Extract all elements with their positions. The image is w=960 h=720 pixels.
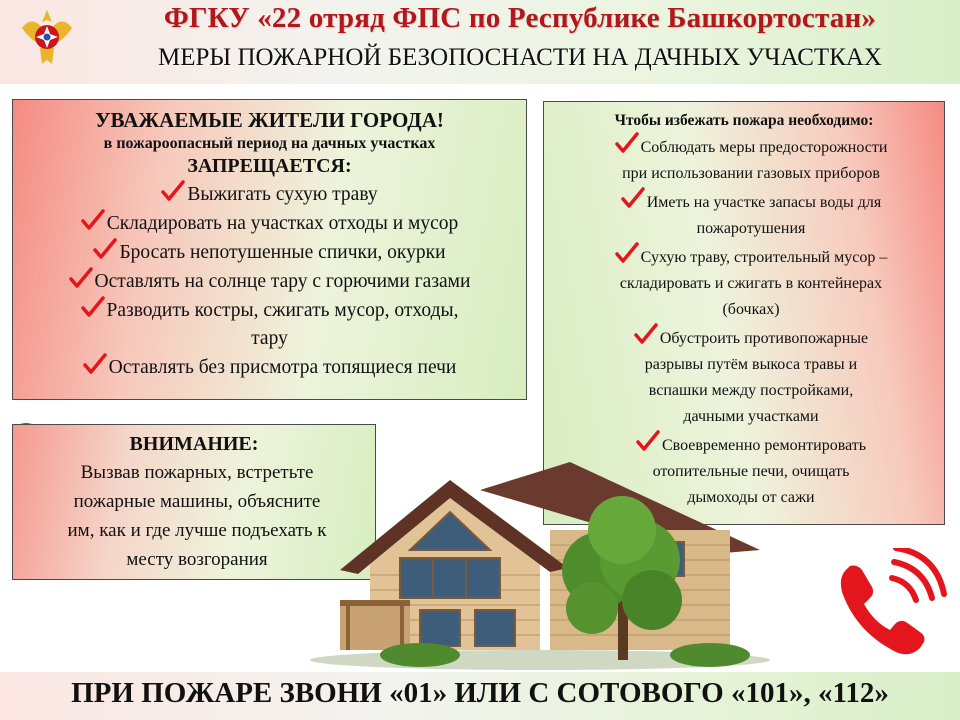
checkmark-icon <box>81 209 105 231</box>
header-banner <box>0 0 960 84</box>
list-item-continuation <box>568 161 934 187</box>
prohibited-panel <box>12 99 527 400</box>
prohibited-list <box>13 180 526 382</box>
list-item-text: Своевременно ремонтировать <box>661 437 867 454</box>
list-item-text: Разводить костры, сжигать мусор, отходы, <box>106 300 459 321</box>
list-item-text: (бочках) <box>722 301 780 318</box>
prohibited-subheading: в пожароопасный период на дачных участках <box>103 135 436 152</box>
list-item-text: Складировать на участках отходы и мусор <box>106 213 459 234</box>
page-title: ФГКУ «22 отряд ФПС по Республике Башкортостан» <box>163 2 877 34</box>
list-item-continuation <box>568 271 934 297</box>
list-item-continuation <box>568 404 934 430</box>
house-illustration <box>300 450 800 672</box>
list-item-text: разрывы путём выкоса травы и <box>644 356 858 373</box>
attention-line: Вызвав пожарных, встретьте <box>80 462 314 483</box>
list-item <box>568 187 934 216</box>
list-item <box>13 180 526 209</box>
page-subtitle: МЕРЫ ПОЖАРНОЙ БЕЗОПОСНАСТИ НА ДАЧНЫХ УЧАСТКАХ <box>158 44 882 71</box>
checkmark-icon <box>69 267 93 289</box>
list-item-continuation <box>568 352 934 378</box>
list-item-text: Иметь на участке запасы воды для <box>646 194 882 211</box>
list-item-text: Соблюдать меры предосторожности <box>640 139 888 156</box>
list-item-text: Оставлять без присмотра топящиеся печи <box>108 357 457 378</box>
list-item <box>13 267 526 296</box>
checkmark-icon <box>615 242 639 264</box>
list-item <box>568 132 934 161</box>
checkmark-icon <box>615 132 639 154</box>
list-item-continuation <box>568 216 934 242</box>
attention-line: им, как и где лучше подъехать к <box>67 520 327 541</box>
checkmark-icon <box>621 187 645 209</box>
list-item-text: Выжигать сухую траву <box>187 184 378 205</box>
list-item-text: отопительные печи, очищать <box>652 463 850 480</box>
list-item-text: Бросать непотушенные спички, окурки <box>119 242 446 263</box>
list-item-text: тару <box>251 328 288 349</box>
phone-icon <box>830 548 948 663</box>
attention-line: месту возгорания <box>126 549 268 570</box>
list-item-text: вспашки между постройками, <box>648 382 854 399</box>
checkmark-icon <box>636 430 660 452</box>
list-item-text: при использовании газовых приборов <box>622 165 880 182</box>
recommendations-heading: Чтобы избежать пожара необходимо: <box>614 112 874 129</box>
list-item <box>13 209 526 238</box>
list-item <box>13 296 526 325</box>
list-item-text: складировать и сжигать в контейнерах <box>619 275 883 292</box>
prohibited-heading: УВАЖАЕМЫЕ ЖИТЕЛИ ГОРОДА! <box>95 108 444 132</box>
attention-heading: ВНИМАНИЕ: <box>129 433 259 455</box>
list-item-text: Обустроить противопожарные <box>659 330 869 347</box>
checkmark-icon <box>93 238 117 260</box>
attention-line: пожарные машины, объясните <box>73 491 321 512</box>
list-item-continuation <box>568 378 934 404</box>
prohibited-label: ЗАПРЕЩАЕТСЯ: <box>187 155 352 177</box>
list-item-continuation <box>13 325 526 353</box>
list-item-text: дачными участками <box>683 408 819 425</box>
list-item <box>568 242 934 271</box>
list-item-continuation <box>568 297 934 323</box>
list-item <box>568 323 934 352</box>
list-item-text: дымоходы от сажи <box>687 489 815 506</box>
emergency-call-text: ПРИ ПОЖАРЕ ЗВОНИ «01» ИЛИ С СОТОВОГО «101», «112» <box>71 677 889 709</box>
list-item-text: Сухую траву, строительный мусор – <box>640 249 888 266</box>
list-item-text: пожаротушения <box>696 220 806 237</box>
checkmark-icon <box>81 296 105 318</box>
checkmark-icon <box>634 323 658 345</box>
checkmark-icon <box>161 180 185 202</box>
list-item-text: Оставлять на солнце тару с горючими газами <box>94 271 471 292</box>
footer-banner <box>0 672 960 720</box>
emchs-emblem-icon <box>14 4 80 70</box>
checkmark-icon <box>83 353 107 375</box>
list-item <box>13 353 526 382</box>
list-item <box>13 238 526 267</box>
